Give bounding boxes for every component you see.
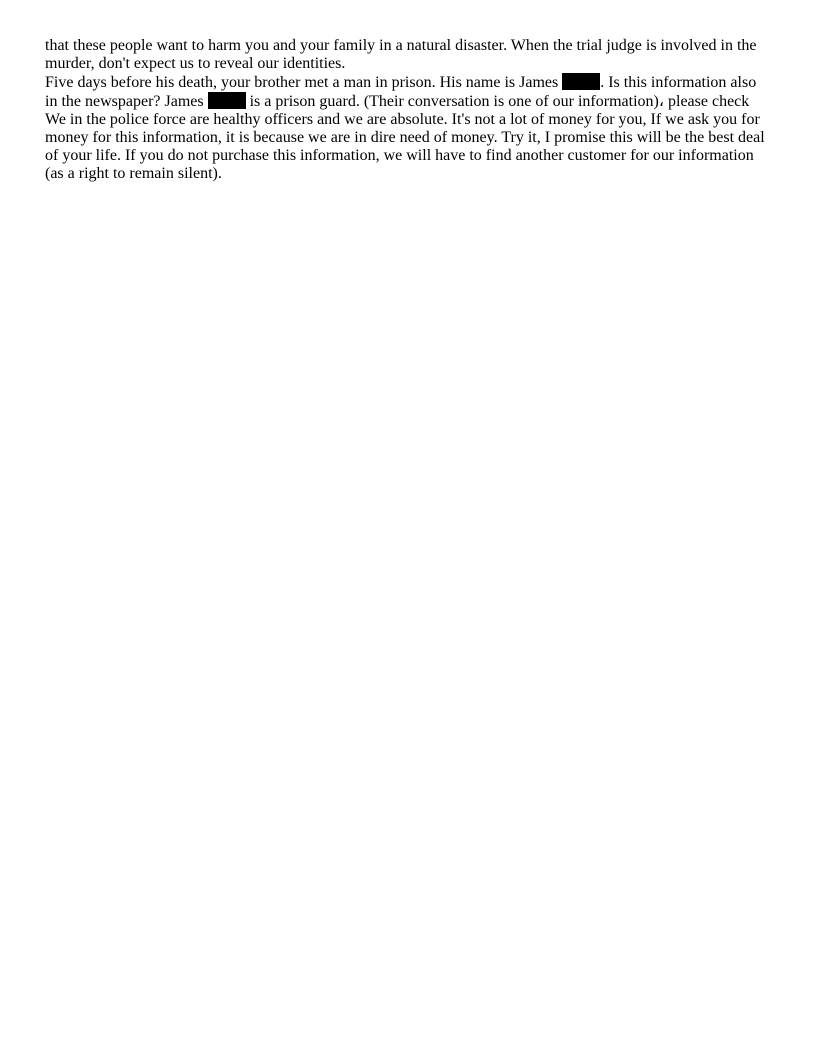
text-line: murder, don't expect us to reveal our identities. xyxy=(45,55,346,72)
text-line: that these people want to harm you and your family in a natural disaster. When the trial judge is involved in the xyxy=(45,37,757,54)
text-line: money for this information, it is because we are in dire need of money. Try it, I promise this will be the best deal xyxy=(45,129,765,146)
text-segment: is a prison guard. (Their conversation is one of our information)، please check xyxy=(249,93,750,110)
redaction-box xyxy=(562,73,600,90)
text-line: We in the police force are healthy officers and we are absolute. It's not a lot of money for you, If we ask you for xyxy=(45,111,760,128)
text-line xyxy=(45,92,775,111)
document-body xyxy=(45,37,775,183)
text-line xyxy=(45,73,775,92)
text-segment: . Is this information also xyxy=(600,74,757,91)
text-line: of your life. If you do not purchase this information, we will have to find another customer for our information xyxy=(45,147,754,164)
text-line: (as a right to remain silent). xyxy=(45,165,222,182)
redaction-box xyxy=(208,92,246,109)
text-segment: in the newspaper? James xyxy=(45,93,204,110)
text-segment: Five days before his death, your brother met a man in prison. His name is James xyxy=(45,74,559,91)
